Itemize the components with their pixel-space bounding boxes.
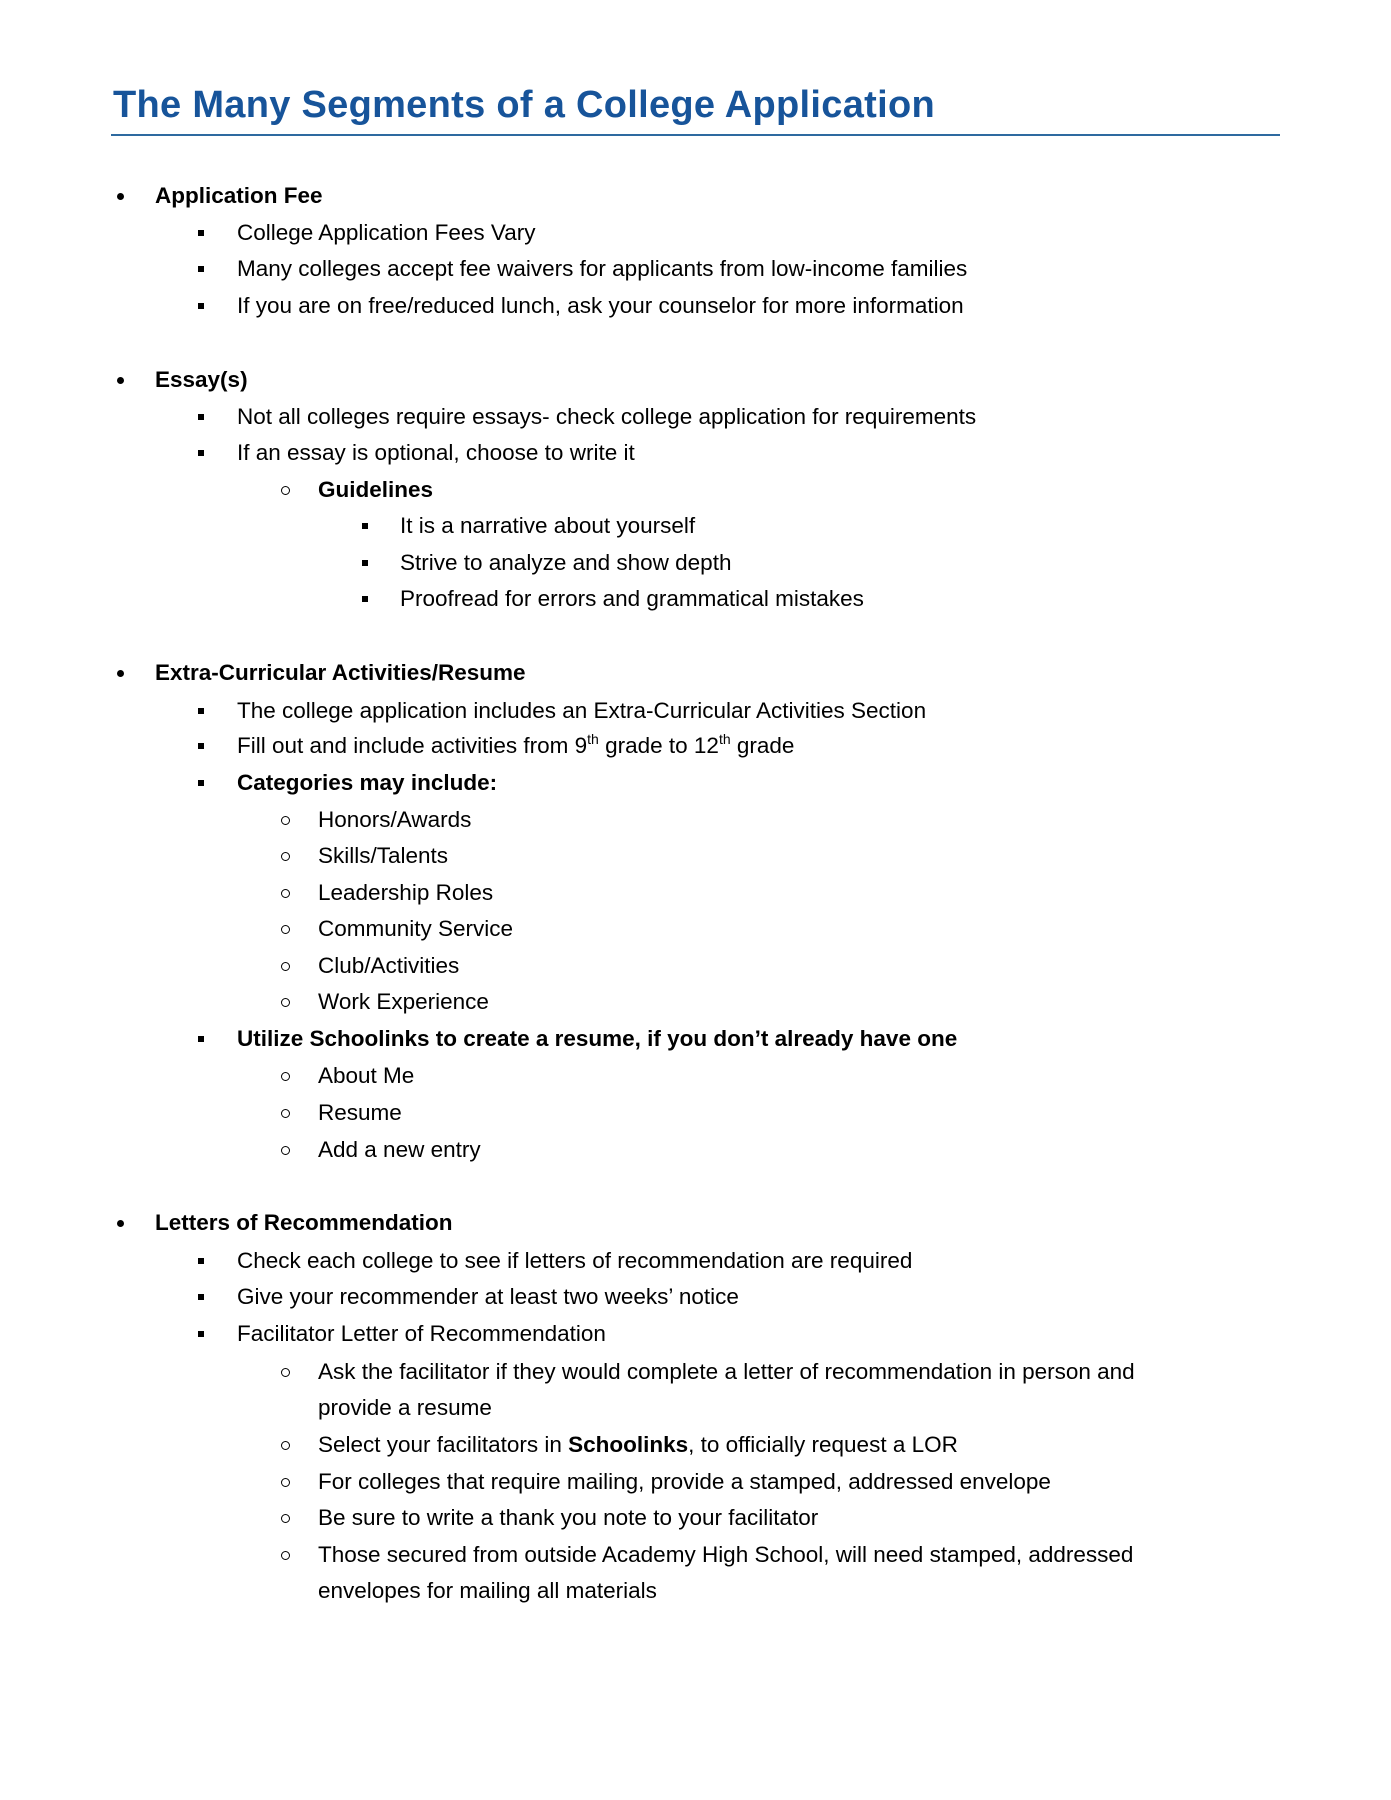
facilitator-item: Ask the facilitator if they would complete a letter of recommendation in person and bbox=[318, 1359, 1135, 1384]
bullet-dot-icon bbox=[117, 1220, 124, 1227]
list-item: If you are on free/reduced lunch, ask your counselor for more information bbox=[237, 293, 964, 318]
categories-label: Categories may include: bbox=[237, 770, 498, 795]
schoolinks-step: About Me bbox=[318, 1063, 415, 1088]
bullet-square-icon bbox=[198, 708, 204, 714]
list-item-grades: Fill out and include activities from 9th grade to 12th grade bbox=[237, 731, 795, 758]
bullet-circle-icon bbox=[281, 1551, 290, 1560]
schoolinks-label: Utilize Schoolinks to create a resume, if you don’t already have one bbox=[237, 1026, 958, 1051]
list-item: Give your recommender at least two weeks’ notice bbox=[237, 1284, 739, 1309]
bullet-square-icon bbox=[198, 303, 204, 309]
facilitator-item: For colleges that require mailing, provide a stamped, addressed envelope bbox=[318, 1469, 1051, 1494]
bullet-square-icon bbox=[362, 523, 368, 529]
list-item: The college application includes an Extra-Curricular Activities Section bbox=[237, 698, 927, 723]
bullet-square-icon bbox=[198, 230, 204, 236]
facilitator-item-continued: envelopes for mailing all materials bbox=[318, 1578, 657, 1603]
bullet-circle-icon bbox=[281, 1146, 290, 1155]
bullet-square-icon bbox=[198, 1294, 204, 1300]
bullet-circle-icon bbox=[281, 1441, 290, 1450]
bullet-square-icon bbox=[362, 596, 368, 602]
facilitator-item: Select your facilitators in Schoolinks, to officially request a LOR bbox=[318, 1432, 958, 1457]
bullet-circle-icon bbox=[281, 962, 290, 971]
list-item: College Application Fees Vary bbox=[237, 220, 536, 245]
bullet-circle-icon bbox=[281, 1478, 290, 1487]
category-item: Honors/Awards bbox=[318, 807, 472, 832]
page-title: The Many Segments of a College Application bbox=[113, 84, 935, 126]
bullet-circle-icon bbox=[281, 852, 290, 861]
bullet-dot-icon bbox=[117, 377, 124, 384]
facilitator-item: Those secured from outside Academy High School, will need stamped, addressed bbox=[318, 1542, 1134, 1567]
list-item: Check each college to see if letters of recommendation are required bbox=[237, 1248, 913, 1273]
category-item: Skills/Talents bbox=[318, 843, 449, 868]
bullet-circle-icon bbox=[281, 486, 290, 495]
category-item: Club/Activities bbox=[318, 953, 460, 978]
category-item: Community Service bbox=[318, 916, 514, 941]
bullet-square-icon bbox=[198, 266, 204, 272]
bullet-circle-icon bbox=[281, 925, 290, 934]
bullet-dot-icon bbox=[117, 193, 124, 200]
section-heading-essays: Essay(s) bbox=[155, 367, 248, 392]
section-heading-letters: Letters of Recommendation bbox=[155, 1210, 453, 1235]
bullet-circle-icon bbox=[281, 1109, 290, 1118]
bullet-square-icon bbox=[198, 450, 204, 456]
schoolinks-step: Resume bbox=[318, 1100, 402, 1125]
category-item: Leadership Roles bbox=[318, 880, 494, 905]
section-heading-extracurricular: Extra-Curricular Activities/Resume bbox=[155, 660, 526, 685]
list-item: Many colleges accept fee waivers for applicants from low-income families bbox=[237, 256, 968, 281]
list-item: It is a narrative about yourself bbox=[400, 513, 696, 538]
list-item: Strive to analyze and show depth bbox=[400, 550, 732, 575]
bullet-square-icon bbox=[198, 1258, 204, 1264]
facilitator-item: Be sure to write a thank you note to your facilitator bbox=[318, 1505, 819, 1530]
title-underline bbox=[111, 134, 1280, 136]
bullet-square-icon bbox=[198, 1036, 204, 1042]
bullet-square-icon bbox=[198, 414, 204, 420]
schoolinks-step: Add a new entry bbox=[318, 1137, 481, 1162]
category-item: Work Experience bbox=[318, 989, 489, 1014]
bullet-square-icon bbox=[198, 1331, 204, 1337]
bullet-square-icon bbox=[362, 560, 368, 566]
list-item: If an essay is optional, choose to write it bbox=[237, 440, 635, 465]
bullet-circle-icon bbox=[281, 889, 290, 898]
list-item: Not all colleges require essays- check college application for requirements bbox=[237, 404, 977, 429]
list-item: Proofread for errors and grammatical mistakes bbox=[400, 586, 864, 611]
bullet-circle-icon bbox=[281, 816, 290, 825]
bullet-circle-icon bbox=[281, 1072, 290, 1081]
bullet-circle-icon bbox=[281, 998, 290, 1007]
bullet-square-icon bbox=[198, 743, 204, 749]
bullet-circle-icon bbox=[281, 1514, 290, 1523]
bullet-dot-icon bbox=[117, 670, 124, 677]
bullet-square-icon bbox=[198, 780, 204, 786]
section-heading-application-fee: Application Fee bbox=[155, 183, 323, 208]
guidelines-label: Guidelines bbox=[318, 477, 434, 502]
bullet-circle-icon bbox=[281, 1368, 290, 1377]
facilitator-item-continued: provide a resume bbox=[318, 1395, 492, 1420]
list-item: Facilitator Letter of Recommendation bbox=[237, 1321, 606, 1346]
